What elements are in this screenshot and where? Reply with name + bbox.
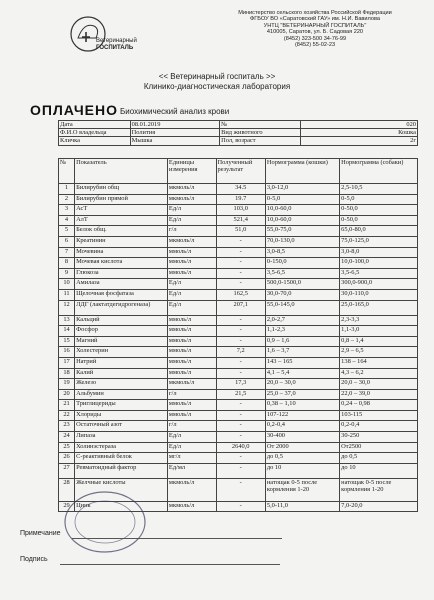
table-row [59,432,418,443]
table-cell: ммоль/л [167,368,216,379]
table-cell: 75,0-125,0 [340,236,418,247]
table-cell: 13 [59,315,75,326]
table-cell: 10 [59,279,75,290]
table-row [59,226,418,237]
info-cell: 08.01.2019 [130,121,219,129]
table-row [59,400,418,411]
table-cell: 17 [59,357,75,368]
table-row [59,289,418,300]
table-cell: 27 [59,463,75,478]
table-cell: 30-250 [340,432,418,443]
org-line: (8452) 55-02-23 [294,42,336,49]
table-cell: Ед/л [167,279,216,290]
table-cell: 7,2 [216,347,265,358]
info-row [59,121,418,129]
table-cell: 25,0 – 37,0 [265,389,339,400]
logo-text [96,38,137,52]
table-cell: мкмоль/л [167,184,216,195]
table-cell: 22,0 – 39,0 [340,389,418,400]
table-cell: 162,5 [216,289,265,300]
table-cell: 2 [59,194,75,205]
table-cell: 1 [59,184,75,195]
table-cell: Желчные кислоты [75,478,168,501]
table-cell: натощак 0-5 после кормления 1-20 [265,478,339,501]
table-cell: Фосфор [75,326,168,337]
table-cell: Магний [75,336,168,347]
table-cell: - [216,326,265,337]
table-cell: 4 [59,215,75,226]
table-cell: 11 [59,289,75,300]
table-cell: мг/л [167,453,216,464]
table-cell: ммоль/л [167,268,216,279]
table-cell: Ед/л [167,289,216,300]
table-cell: - [216,463,265,478]
table-row [59,347,418,358]
table-cell: 0,2-0,4 [265,421,339,432]
table-cell: Ед/л [167,442,216,453]
table-cell: г/л [167,421,216,432]
org-line: 410005, Саратов, ул. Б. Садовая 220 [266,29,364,36]
table-cell: Железо [75,379,168,390]
table-cell: 17,3 [216,379,265,390]
patient-info-table [58,120,418,146]
table-cell: 5 [59,226,75,237]
table-cell: - [216,453,265,464]
table-cell: - [216,247,265,258]
table-row [59,258,418,269]
table-cell: 7,0-20,0 [340,501,418,512]
table-cell: 1,6 – 3,7 [265,347,339,358]
table-cell: 0,24 – 0,98 [340,400,418,411]
table-cell: Ревматоидный фактор [75,463,168,478]
table-cell: - [216,258,265,269]
table-cell: 25 [59,442,75,453]
table-row [59,247,418,258]
table-cell: АлТ [75,215,168,226]
table-cell: 8 [59,258,75,269]
table-cell: Липаза [75,432,168,443]
table-cell: 7 [59,247,75,258]
table-cell: 9 [59,268,75,279]
table-cell: 143 – 165 [265,357,339,368]
table-cell: - [216,400,265,411]
table-cell: 138 – 164 [340,357,418,368]
table-cell: Холестерин [75,347,168,358]
table-cell: 2,5-10,5 [340,184,418,195]
info-cell: Дата [59,121,131,129]
table-cell: Цинк [75,501,168,512]
info-cell: Полития [130,129,219,137]
table-row [59,268,418,279]
table-cell: ммоль/л [167,400,216,411]
table-row [59,379,418,390]
note-label: Примечание [20,530,61,537]
table-cell: Билирубин общ [75,184,168,195]
table-cell: От 2000 [265,442,339,453]
table-row [59,368,418,379]
table-cell: - [216,432,265,443]
signature-line [60,564,280,565]
table-cell: 103,0 [216,205,265,216]
table-cell: - [216,357,265,368]
table-cell: 30,0-110,0 [340,289,418,300]
table-cell: 10,0-60,0 [265,205,339,216]
table-cell: 2640,0 [216,442,265,453]
table-cell: 22 [59,410,75,421]
table-cell: Мочевая кислота [75,258,168,269]
table-cell: до 0,5 [340,453,418,464]
info-cell: Вид животного [220,129,301,137]
table-cell: ммоль/л [167,410,216,421]
org-line: (8452) 323-500 34-76-99 [283,35,347,42]
table-cell: 0-50,0 [340,215,418,226]
table-cell: Амилаза [75,279,168,290]
table-row [59,236,418,247]
table-cell: - [216,268,265,279]
table-cell: 26 [59,453,75,464]
table-cell: - [216,421,265,432]
table-cell: Ед/л [167,432,216,443]
hospital-title: << Ветеринарный госпиталь >> [158,72,276,81]
table-cell: 14 [59,326,75,337]
table-header-row [59,159,418,184]
table-cell: мкмоль/л [167,194,216,205]
paid-stamp: ОПЛАЧЕНО [30,102,118,118]
table-cell: - [216,410,265,421]
table-cell: ммоль/л [167,247,216,258]
table-cell: Натрий [75,357,168,368]
table-cell: Триглицериды [75,400,168,411]
table-cell: 10,0-100,0 [340,258,418,269]
table-row [59,389,418,400]
table-cell: Ед/л [167,215,216,226]
table-cell: 3,0-12,0 [265,184,339,195]
table-cell: Билирубин прямой [75,194,168,205]
table-cell: 103-115 [340,410,418,421]
column-header: Нормограмма (кошки) [265,159,339,184]
table-cell: Кальций [75,315,168,326]
table-row [59,279,418,290]
table-cell: ммоль/л [167,258,216,269]
table-cell: 2,0-2,7 [265,315,339,326]
table-cell: 55,0-75,0 [265,226,339,237]
table-cell: 500,0-1500,0 [265,279,339,290]
table-cell: г/л [167,226,216,237]
table-cell: 20,0 – 30,0 [340,379,418,390]
table-cell: 6 [59,236,75,247]
table-cell: 24 [59,432,75,443]
table-row [59,410,418,421]
table-row [59,215,418,226]
table-cell: Белок общ. [75,226,168,237]
table-cell: 1,1-2,3 [265,326,339,337]
table-cell: 521,4 [216,215,265,226]
table-cell: - [216,336,265,347]
table-cell: 3,0-8,0 [340,247,418,258]
table-cell: Щелочная фосфатаза [75,289,168,300]
analysis-title: Биохимический анализ крови [120,107,230,116]
table-cell: - [216,478,265,501]
info-cell: Мышка [130,137,219,145]
table-cell: 0-150,0 [265,258,339,269]
table-cell: 19.7 [216,194,265,205]
table-cell: 25,0-165,0 [340,300,418,315]
table-cell: От2500 [340,442,418,453]
table-cell: Мочевина [75,247,168,258]
organization-address [210,10,420,48]
signature-label: Подпись [20,556,48,563]
table-cell: мкмоль/л [167,236,216,247]
column-header: Нормограмма (собаки) [340,159,418,184]
table-cell: до 10 [265,463,339,478]
table-cell: 0-5,0 [340,194,418,205]
table-cell: 30,0-70,0 [265,289,339,300]
table-cell: 19 [59,379,75,390]
column-header: Показатель [75,159,168,184]
table-row [59,184,418,195]
org-line: Министерство сельского хозяйства Российской Федерации [238,10,392,16]
column-header: № [59,159,75,184]
table-cell: 10,0-60,0 [265,215,339,226]
table-cell: 51,0 [216,226,265,237]
info-cell: № [220,121,301,129]
table-cell: 1,1-3,0 [340,326,418,337]
table-cell: ЛДГ (лактатдегидрогеназа) [75,300,168,315]
table-cell: мкмоль/л [167,379,216,390]
table-row [59,463,418,478]
table-row [59,315,418,326]
info-cell: 020 [300,121,417,129]
lab-title: Клинико-диагностическая лаборатория [143,82,291,91]
table-cell: 65,0-80,0 [340,226,418,237]
table-cell: - [216,315,265,326]
table-cell: 12 [59,300,75,315]
table-cell: - [216,368,265,379]
table-cell: 3 [59,205,75,216]
results-table [58,158,418,512]
table-row [59,453,418,464]
table-cell: - [216,236,265,247]
table-cell: 5,0-11,0 [265,501,339,512]
org-line: УНТЦ "ВЕТЕРИНАРНЫЙ ГОСПИТАЛЬ" [263,22,367,29]
table-cell: 23 [59,421,75,432]
info-cell: Ф.И.О владельца [59,129,131,137]
table-cell: Хлориды [75,410,168,421]
table-cell: 18 [59,368,75,379]
table-cell: Альбумин [75,389,168,400]
table-cell: 21,5 [216,389,265,400]
table-cell: 15 [59,336,75,347]
table-cell: 70,0-130,0 [265,236,339,247]
table-cell: 34.5 [216,184,265,195]
table-cell: 3,0-8,5 [265,247,339,258]
note-line [72,538,282,539]
table-cell: мкмоль/л [167,478,216,501]
table-cell: 0,38 – 1,10 [265,400,339,411]
table-cell: ммоль/л [167,336,216,347]
table-cell: С-реактивный белок [75,453,168,464]
table-cell: мкмоль/л [167,501,216,512]
table-cell: 2,3-3,3 [340,315,418,326]
table-cell: ммоль/л [167,315,216,326]
logo-text-line-1: Ветеринарный [96,38,137,44]
table-cell: до 10 [340,463,418,478]
table-cell: 3,5-6,5 [265,268,339,279]
table-cell: Креатинин [75,236,168,247]
table-cell: Глюкоза [75,268,168,279]
table-cell: 20 [59,389,75,400]
table-row [59,421,418,432]
info-row [59,137,418,145]
table-cell: 55,0-145,0 [265,300,339,315]
table-cell: 0,8 – 1,4 [340,336,418,347]
table-cell: Ед/л [167,300,216,315]
table-cell: 107-122 [265,410,339,421]
table-cell: Холинэстераза [75,442,168,453]
table-cell: 0,9 – 1,6 [265,336,339,347]
logo-text-line-2: ГОСПИТАЛЬ [96,45,134,51]
table-cell: АсТ [75,205,168,216]
table-cell: 3,5-6,5 [340,268,418,279]
info-cell: Кошка [300,129,417,137]
table-cell: 0-5,0 [265,194,339,205]
table-cell: ммоль/л [167,326,216,337]
table-row [59,194,418,205]
table-cell: 29 [59,501,75,512]
info-row [59,129,418,137]
table-cell: 207,1 [216,300,265,315]
table-cell: 28 [59,478,75,501]
table-cell: 4,1 – 5,4 [265,368,339,379]
table-cell: 300,0-900,0 [340,279,418,290]
lab-stamp-icon [60,486,150,558]
table-cell: 2,9 – 6,5 [340,347,418,358]
table-cell: до 0,5 [265,453,339,464]
table-row [59,326,418,337]
table-cell: Калий [75,368,168,379]
table-cell: 21 [59,400,75,411]
table-row [59,300,418,315]
table-cell: 0,2-0,4 [340,421,418,432]
info-cell: 2г [300,137,417,145]
table-cell: - [216,501,265,512]
table-cell: 4,3 – 6,2 [340,368,418,379]
table-cell: ммоль/л [167,347,216,358]
info-cell: Кличка [59,137,131,145]
table-cell: Ед/л [167,205,216,216]
table-cell: 20,0 – 30,0 [265,379,339,390]
org-line: ФГБОУ ВО «Саратовский ГАУ» им. Н.И. Вавилова [250,16,380,23]
table-row [59,357,418,368]
column-header: Полученный результат [216,159,265,184]
table-row [59,442,418,453]
info-cell: Пол, возраст [220,137,301,145]
table-row [59,205,418,216]
table-cell: Остаточный азот [75,421,168,432]
table-cell: 0-50,0 [340,205,418,216]
table-cell: 30-400 [265,432,339,443]
table-row [59,336,418,347]
table-cell: ммоль/л [167,357,216,368]
column-header: Единицы измерения [167,159,216,184]
table-cell: 16 [59,347,75,358]
table-cell: г/л [167,389,216,400]
table-cell: Ед/мл [167,463,216,478]
table-cell: - [216,279,265,290]
table-cell: натощак 0-5 после кормления 1-20 [340,478,418,501]
